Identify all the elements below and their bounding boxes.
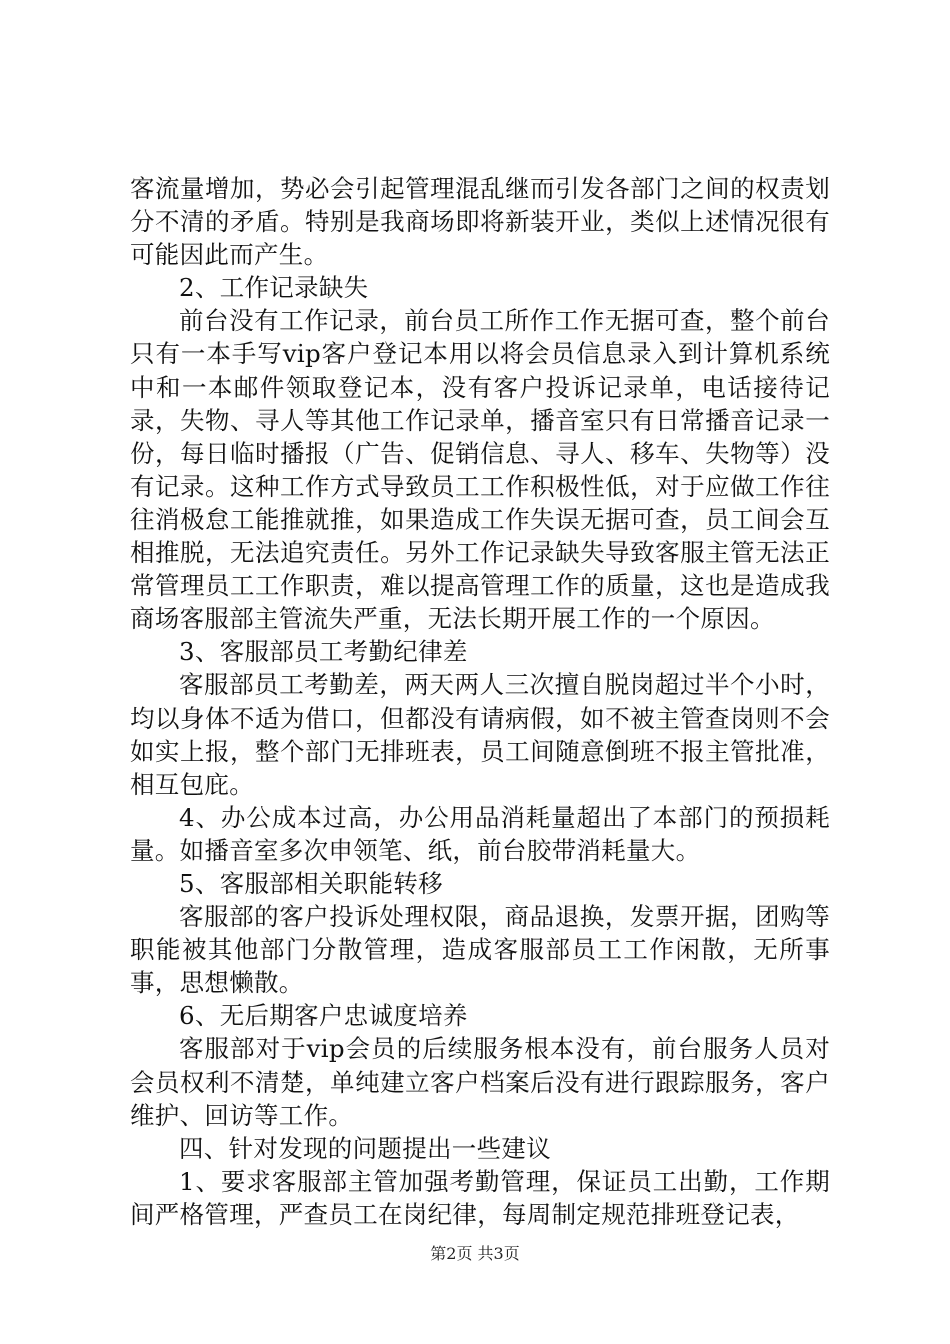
paragraph-office-cost: 4、办公成本过高，办公用品消耗量超出了本部门的预损耗量。如播音室多次申领笔、纸，前台胶带消耗量大。: [130, 802, 830, 865]
paragraph-work-records: 前台没有工作记录，前台员工所作工作无据可查，整个前台只有一本手写vip客户登记本用以将会员信息录入到计算机系统中和一本邮件领取登记本，没有客户投诉记录单，电话接待记录，失物、寻人等其他工作记录单，播音室只有日常播音记录一份，每日临时播报（广告、促销信息、寻人、移车、失物等）没有记录。这种工作方式导致员工工作积极性低，对于应做工作往往消极怠工能推就推，如果造成工作失误无据可查，员工间会互相推脱，无法追究责任。另外工作记录缺失导致客服主管无法正常管理员工工作职责，难以提高管理工作的质量，这也是造成我商场客服部主管流失严重，无法长期开展工作的一个原因。: [130, 306, 830, 634]
document-body: [130, 172, 830, 1231]
heading-work-records-missing: 2、工作记录缺失: [179, 273, 369, 303]
paragraph-suggestion-1: 1、要求客服部主管加强考勤管理，保证员工出勤，工作期间严格管理，严查员工在岗纪律，每周制定规范排班登记表，: [130, 1166, 830, 1229]
paragraph-customer-loyalty: 客服部对于vip会员的后续服务根本没有，前台服务人员对会员权利不清楚，单纯建立客户档案后没有进行跟踪服务，客户维护、回访等工作。: [130, 1034, 830, 1130]
heading-function-transfer: 5、客服部相关职能转移: [179, 868, 443, 898]
heading-attendance-discipline: 3、客服部员工考勤纪律差: [179, 637, 468, 667]
heading-customer-loyalty: 6、无后期客户忠诚度培养: [179, 1001, 468, 1031]
paragraph-attendance: 客服部员工考勤差，两天两人三次擅自脱岗超过半个小时，均以身体不适为借口，但都没有请病假，如不被主管查岗则不会如实上报，整个部门无排班表，员工间随意倒班不报主管批准，相互包庇。: [130, 670, 830, 799]
page-footer: 第2页 共3页: [430, 1244, 520, 1263]
paragraph-continuation: 客流量增加，势必会引起管理混乱继而引发各部门之间的权责划分不清的矛盾。特别是我商场即将新装开业，类似上述情况很有可能因此而产生。: [130, 174, 830, 270]
heading-suggestions: 四、针对发现的问题提出一些建议: [179, 1133, 551, 1163]
paragraph-function-transfer: 客服部的客户投诉处理权限，商品退换，发票开据，团购等职能被其他部门分散管理，造成客服部员工工作闲散，无所事事，思想懒散。: [130, 902, 830, 998]
